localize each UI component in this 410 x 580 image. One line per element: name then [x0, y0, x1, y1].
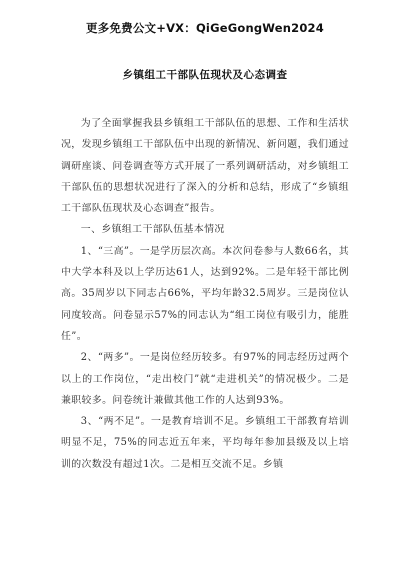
paragraph-two-insufficiencies: 3、“两不足”。一是教育培训不足。乡镇组工干部教育培训明显不足，75%的同志近五年来，平均每年参加县级及以上培训的次数没有超过1次。二是相互交流不足。乡镇 — [61, 416, 349, 470]
paragraph-three-highs: 1、“三高”。一是学历层次高。本次问卷参与人数66名，其中大学本科及以上学历达61人，达到92%。二是年轻干部比例高。35周岁以下同志占66%，平均年龄32.5周岁。三是岗位认同度较高。问卷显示57%的同志认为“组工岗位有吸引力，能胜任”。 — [61, 245, 349, 342]
section-heading: 一、乡镇组工干部队伍基本情况 — [80, 224, 225, 236]
paragraph-two-mores: 2、“两多”。一是岗位经历较多。有97%的同志经历过两个以上的工作岗位，“走出校门”就“走进机关”的情况极少。二是兼职较多。问卷统计兼做其他工作的人达到93%。 — [61, 352, 349, 406]
document-title: 乡镇组工干部队伍现状及心态调查 — [122, 69, 288, 81]
document-body — [61, 113, 349, 470]
header-note: 更多免费公文+VX：QiGeGongWen2024 — [86, 21, 324, 35]
paragraph-intro: 为了全面掌握我县乡镇组工干部队伍的思想、工作和生活状况，发现乡镇组工干部队伍中出现的新情况、新问题，我们通过调研座谈、问卷调查等方式开展了一系列调研活动，对乡镇组工干部队伍的思想状况进行了深入的分析和总结，形成了“乡镇组工干部队伍现状及心态调查”报告。 — [61, 118, 349, 215]
